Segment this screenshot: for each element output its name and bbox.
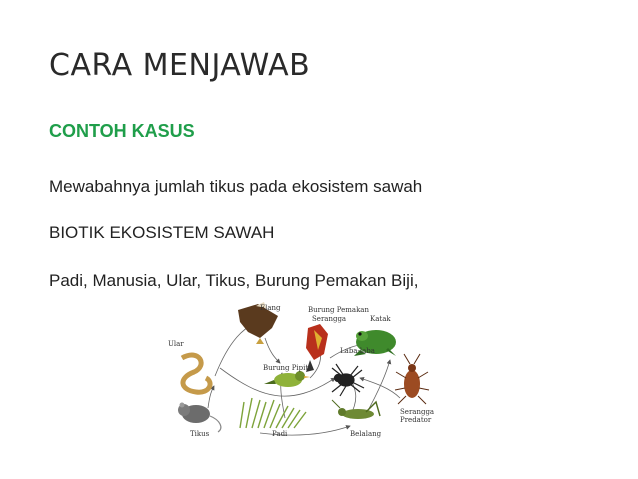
label-serangga: Serangga bbox=[312, 315, 347, 323]
biotic-list: Padi, Manusia, Ular, Tikus, Burung Pemakan Biji, bbox=[49, 271, 419, 290]
label-serangga-predator-2: Predator bbox=[400, 416, 432, 424]
sparrow-illustration bbox=[264, 371, 310, 387]
label-elang: Elang bbox=[260, 304, 281, 312]
slide-subtitle: CONTOH KASUS bbox=[49, 121, 195, 141]
section-heading: BIOTIK EKOSISTEM SAWAH bbox=[49, 223, 275, 242]
rat-illustration bbox=[178, 403, 221, 433]
label-padi: Padi bbox=[272, 430, 288, 438]
label-belalang: Belalang bbox=[350, 430, 382, 438]
label-burung-pipit: Burung Pipit bbox=[263, 364, 309, 372]
label-katak: Katak bbox=[370, 315, 391, 323]
predator-insect-illustration bbox=[395, 354, 429, 404]
label-tikus: Tikus bbox=[190, 430, 210, 438]
label-laba-laba: Laba-laba bbox=[340, 347, 375, 355]
food-web-diagram bbox=[160, 298, 450, 444]
label-ular: Ular bbox=[168, 340, 184, 348]
label-burung-pemakan: Burung Pemakan bbox=[308, 306, 369, 314]
label-serangga-predator-1: Serangga bbox=[400, 408, 435, 416]
rice-plant-illustration bbox=[240, 398, 306, 428]
grasshopper-illustration bbox=[332, 400, 380, 419]
case-text: Mewabahnya jumlah tikus pada ekosistem sawah bbox=[49, 177, 423, 196]
snake-illustration bbox=[182, 355, 210, 392]
insect-eating-bird-illustration bbox=[306, 324, 328, 372]
slide-title: CARA MENJAWAB bbox=[49, 48, 311, 83]
spider-illustration bbox=[332, 364, 364, 396]
